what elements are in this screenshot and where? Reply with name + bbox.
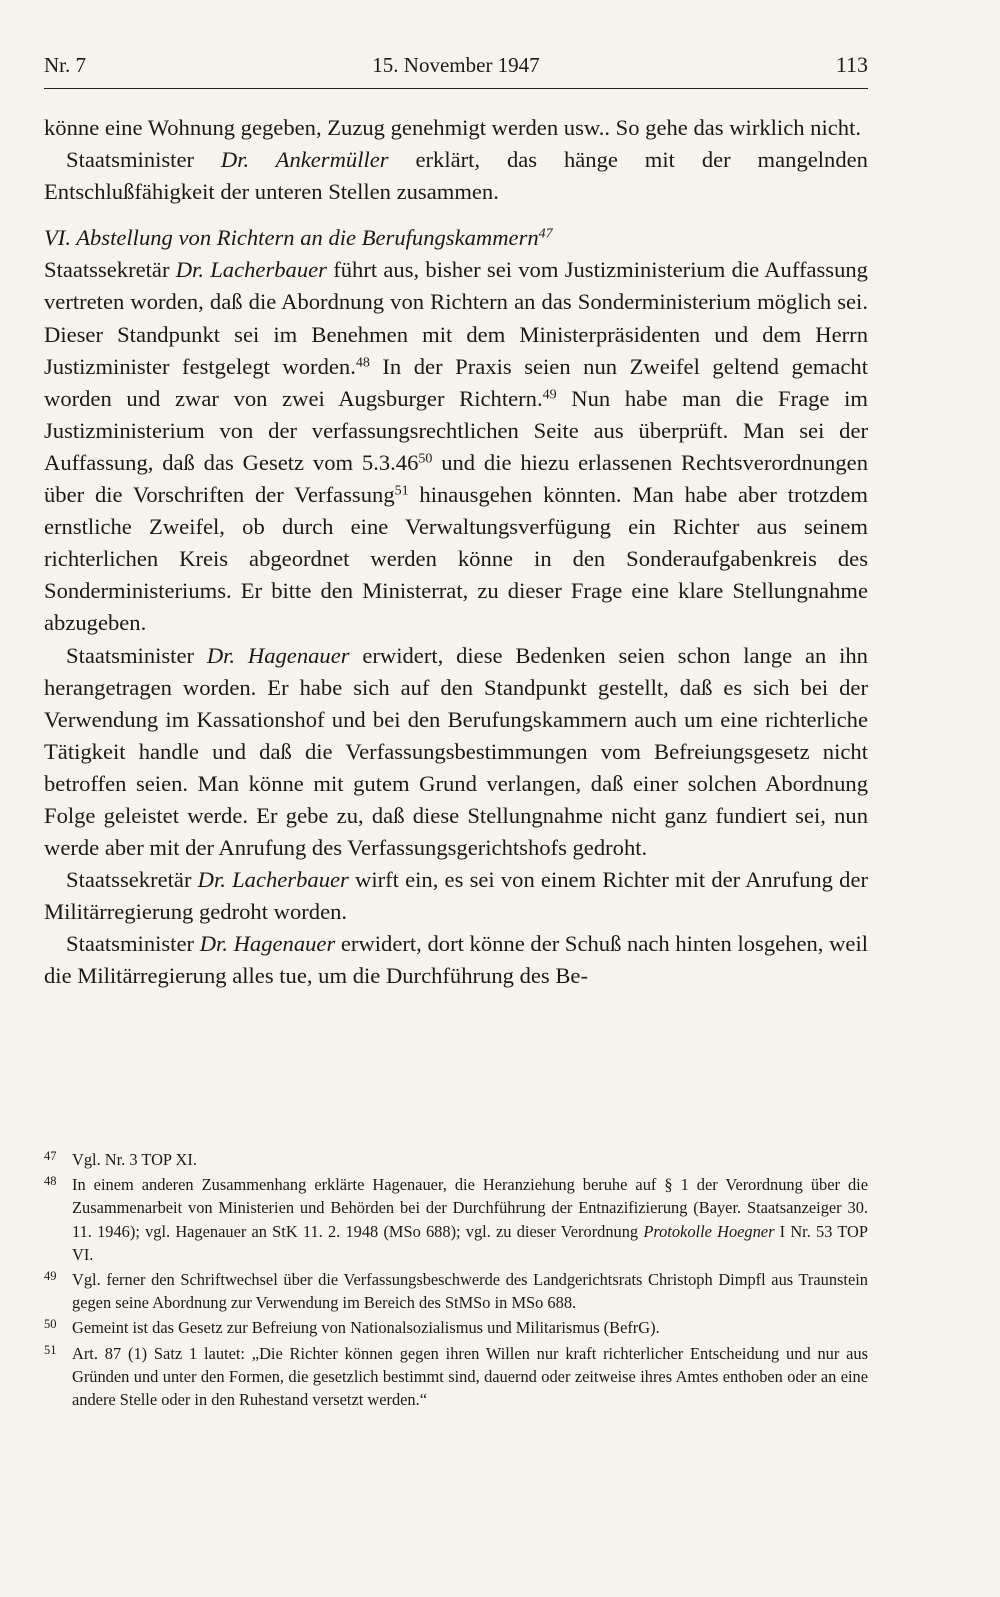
section-heading: VI. Abstellung von Richtern an die Berufungskammern$^{47}$ [44,225,553,251]
footnote [44,1148,868,1171]
footnote-ref[interactable]: 49 [542,387,557,403]
issue-number: Nr. 7 [44,53,86,77]
paragraph-lacherbauer-1: Staatssekretär Dr. Lacherbauer führt aus, bisher sei vom Justizministerium die Auffassung vertreten worden, daß die Abordnung von Richtern an das Sonderministerium möglich sei. Dieser Standpunkt sei im Benehmen mit dem Ministerpräsidenten und dem Herrn Justizminister festgelegt worden.$^{48}$ In der Praxis seien nun Zweifel geltend gemacht worden und zwar von zwei Augsburger Richtern.$^{49}$ Nun habe man die Frage im Justizministerium von der verfassungsrechtlichen Seite aus überprüft. Man sei der Auffassung, daß das Gesetz vom 5.3.46$^{50}$ und die hiezu erlassenen Rechtsverordnungen über die Vorschriften der Verfassung$^{51}$ hinausgehen könnten. Man habe aber trotzdem ernstliche Zweifel, ob durch eine Verwaltungsverfügung ein Richter aus seinem richterlichen Kreis abgeordnet werden könne in den Sonderaufgabenkreis des Sonderministeriums. Er bitte den Ministerrat, zu dieser Frage eine klare Stellungnahme abzugeben. [44,257,868,636]
paragraph-continuation: könne eine Wohnung gegeben, Zuzug genehmigt werden usw.. So gehe das wirklich nicht. [44,115,862,140]
speaker-name: Dr. Hagenauer [199,931,336,957]
footnotes [44,1148,868,1413]
footnote-text: Gemeint ist das Gesetz zur Befreiung von Nationalsozialismus und Militarismus (BefrG). [72,1318,660,1338]
footnote-number: 47 [44,1149,57,1163]
footnote-text: Art. 87 (1) Satz 1 lautet: „Die Richter können gegen ihren Willen nur kraft richterlicher Entscheidung und nur aus Gründen und unter den Formen, die gesetzlich bestimmt sind, dauernd oder zeitweise ihres Amtes enthoben oder an eine andere Stelle oder in den Ruhestand versetzt werden.“ [72,1343,868,1410]
footnote [44,1342,868,1412]
footnote-ref[interactable]: 50 [418,451,433,467]
footnote-text: Vgl. ferner den Schriftwechsel über die Verfassungsbeschwerde des Landgerichtsrats Christoph Dimpfl aus Traunstein gegen seine Abordnung zur Verwendung im Bereich des StMSo in MSo 688. [72,1270,868,1313]
footnote [44,1268,868,1314]
page-number: 113 [835,52,868,77]
issue-date: 15. November 1947 [372,53,540,77]
footnote [44,1173,868,1266]
paragraph-hagenauer-2: Staatsminister Dr. Hagenauer erwidert, dort könne der Schuß nach hinten losgehen, weil die Militärregierung alles tue, um die Durchführung des Be- [44,931,868,989]
footnote-text: Vgl. Nr. 3 TOP XI. [72,1150,197,1169]
speaker-name: Dr. Lacherbauer [197,867,349,893]
footnote-number: 50 [44,1317,57,1332]
speaker-name: Dr. Lacherbauer [175,257,327,283]
footnote [44,1316,868,1339]
paragraph-hagenauer-1: Staatsminister Dr. Hagenauer erwidert, diese Bedenken seien schon lange an ihn herangetragen worden. Er habe sich auf den Standpunkt gestellt, daß es sich bei der Verwendung im Kassationshof und bei den Berufungskammern auch um eine richterliche Tätigkeit handle und daß die Verfassungsbestimmungen vom Befreiungsgesetz nicht betroffen seien. Man könne mit gutem Grund verlangen, daß einer solchen Abordnung Folge geleistet werde. Er gebe zu, daß diese Stellungnahme nicht ganz fundiert sei, nun werde aber mit der Anrufung des Verfassungsgerichtshofs gedroht. [44,642,868,861]
footnote-number: 48 [44,1174,57,1189]
speaker-name: Dr. Ankermüller [220,147,389,173]
footnote-ref[interactable]: 47 [538,226,553,242]
footnote-number: 51 [44,1342,57,1357]
footnote-ref[interactable]: 48 [355,354,370,370]
paragraph-lacherbauer-2: Staatssekretär Dr. Lacherbauer wirft ein, es sei von einem Richter mit der Anrufung der Militärregierung gedroht worden. [44,867,868,925]
body-text [44,112,868,993]
footnote-text: In einem anderen Zusammenhang erklärte Hagenauer, die Heranziehung beruhe auf § 1 der Verordnung über die Zusammenarbeit von Ministerien und Behörden bei der Durchführung der Entnazifizierung (Bayer. Staatsanzeiger 30. 11. 1946); vgl. Hagenauer an StK 11. 2. 1948 (MSo 688); vgl. zu dieser Verordnung Protokolle Hoegner I Nr. 53 TOP VI. [72,1175,868,1264]
footnote-ref[interactable]: 51 [394,483,409,499]
speaker-name: Dr. Hagenauer [206,642,350,668]
footnote-number: 49 [44,1269,57,1284]
running-header [44,48,868,89]
paragraph-ankermueller: Staatsminister Dr. Ankermüller erklärt, das hänge mit der mangelnden Entschlußfähigkeit der unteren Stellen zusammen. [44,147,868,205]
